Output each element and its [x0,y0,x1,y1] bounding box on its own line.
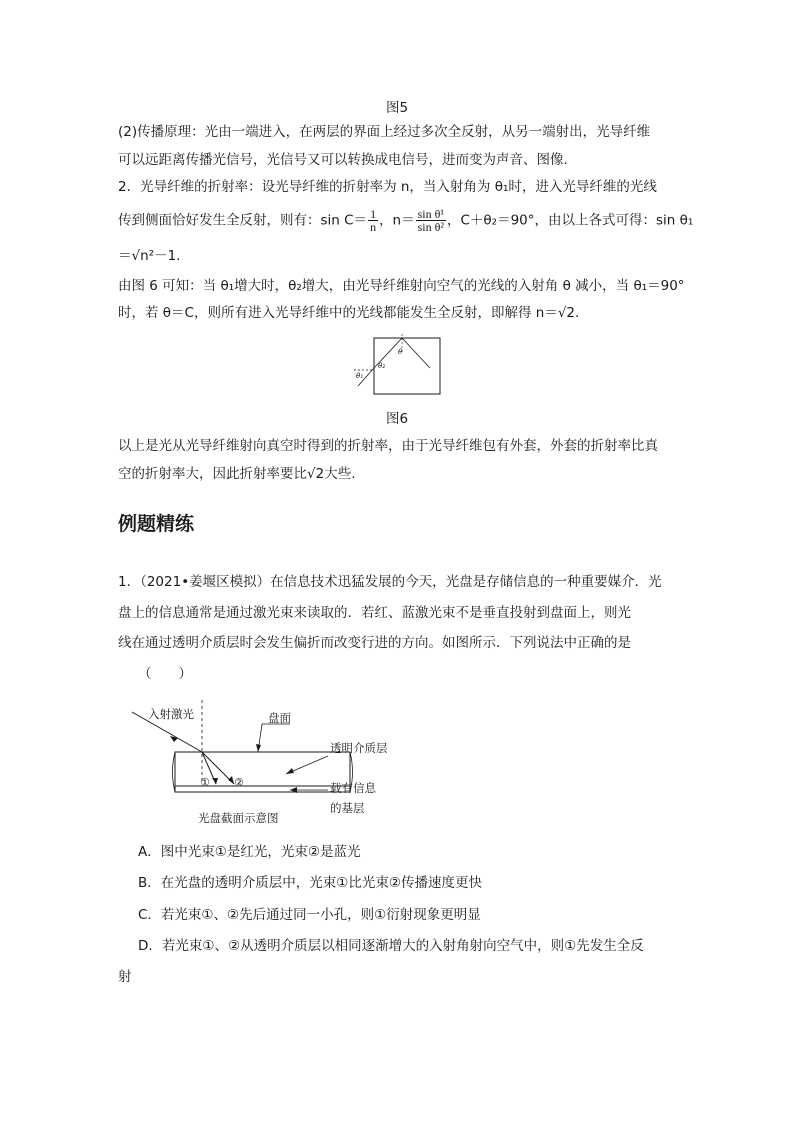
disc-figure-caption: 光盘截面示意图 [198,811,279,825]
reflected-ray [402,338,430,368]
option-a: A．图中光束①是红光，光束②是蓝光 [138,844,361,860]
index-line-2 [118,208,693,233]
fraction-denominator: sin θ² [417,220,444,234]
surface-arrow-icon [256,744,261,752]
index-line-2-b: ，n＝ [379,212,415,229]
fraction-denominator: n [370,220,377,234]
question-line-1: 1．（2021•姜堰区模拟）在信息技术迅猛发展的今天，光盘是存储信息的一种重要媒介．光 [118,574,662,590]
question-line-3: 线在通过透明介质层时会发生偏折而改变行进的方向。如图所示．下列说法中正确的是 [118,635,631,651]
surface-label: 盘面 [268,711,291,725]
figure-6-diagram [350,332,450,398]
index-line-1: 2．光导纤维的折射率：设光导纤维的折射率为 n，当入射角为 θ₁时，进入光导纤维的光线 [118,179,657,195]
option-d-line-1: D．若光束①、②从透明介质层以相同逐渐增大的入射角射向空气中，则①先发生全反 [138,938,644,954]
principle-line-1: (2)传播原理：光由一端进入，在两层的界面上经过多次全反射，从另一端射出，光导纤维 [118,124,651,140]
fraction-numerator: sin θ¹ [417,207,444,221]
index-line-3: ＝√n²－1. [118,248,181,264]
medium-layer-label: 透明介质层 [330,741,388,755]
option-b: B．在光盘的透明介质层中，光束①比光束②传播速度更快 [138,875,482,891]
option-d-line-2: 射 [118,969,132,985]
fraction-numerator: 1 [370,207,377,221]
question-line-2: 盘上的信息通常是通过激光束来读取的．若红、蓝激光束不是垂直投射到盘面上，则光 [118,605,631,621]
question-answer-blank: （ ） [138,666,192,682]
fig6-para-line-2: 时，若 θ＝C，则所有进入光导纤维中的光线都能发生全反射，即解得 n＝√2. [118,305,580,321]
beam-1-arrow-icon [212,778,218,784]
figure-5-caption: 图5 [386,100,409,116]
medium-arrow-icon [286,768,294,774]
principle-line-2: 可以远距离传播光信号，光信号又可以转换成电信号，进而变为声音、图像. [118,152,568,168]
figure-6-caption: 图6 [386,411,409,427]
theta2-label: θ₂ [378,362,386,370]
note-line-2: 空的折射率大，因此折射率要比√2大些. [118,466,356,482]
index-line-2-a: 传到侧面恰好发生全反射，则有：sin C＝ [118,212,368,229]
beam-1-label: ① [200,776,210,789]
theta1-label: θ₁ [356,372,364,380]
base-layer-label-2: 的基层 [330,801,365,815]
base-layer-label-1: 载有信息 [330,781,376,795]
beam-2-label: ② [234,776,244,789]
fraction-sin-ratio [416,208,446,233]
note-line-1: 以上是光从光导纤维射向真空时得到的折射率，由于光导纤维包有外套，外套的折射率比真 [118,438,658,454]
incident-laser-label: 入射激光 [148,707,194,721]
incident-arrow-icon [170,736,178,742]
section-title: 例题精练 [118,513,195,535]
option-c: C．若光束①、②先后通过同一小孔，则①衍射现象更明显 [138,907,481,923]
fig6-para-line-1: 由图 6 可知：当 θ₁增大时，θ₂增大，由光导纤维射向空气的光线的入射角 θ 减小，当 θ₁＝90° [118,278,685,294]
disc-cross-section-figure [120,698,410,828]
index-line-2-c: ，C＋θ₂＝90°，由以上各式可得：sin θ₁ [446,212,694,229]
theta-label: θ [398,348,403,356]
fraction-one-over-n [368,208,378,233]
